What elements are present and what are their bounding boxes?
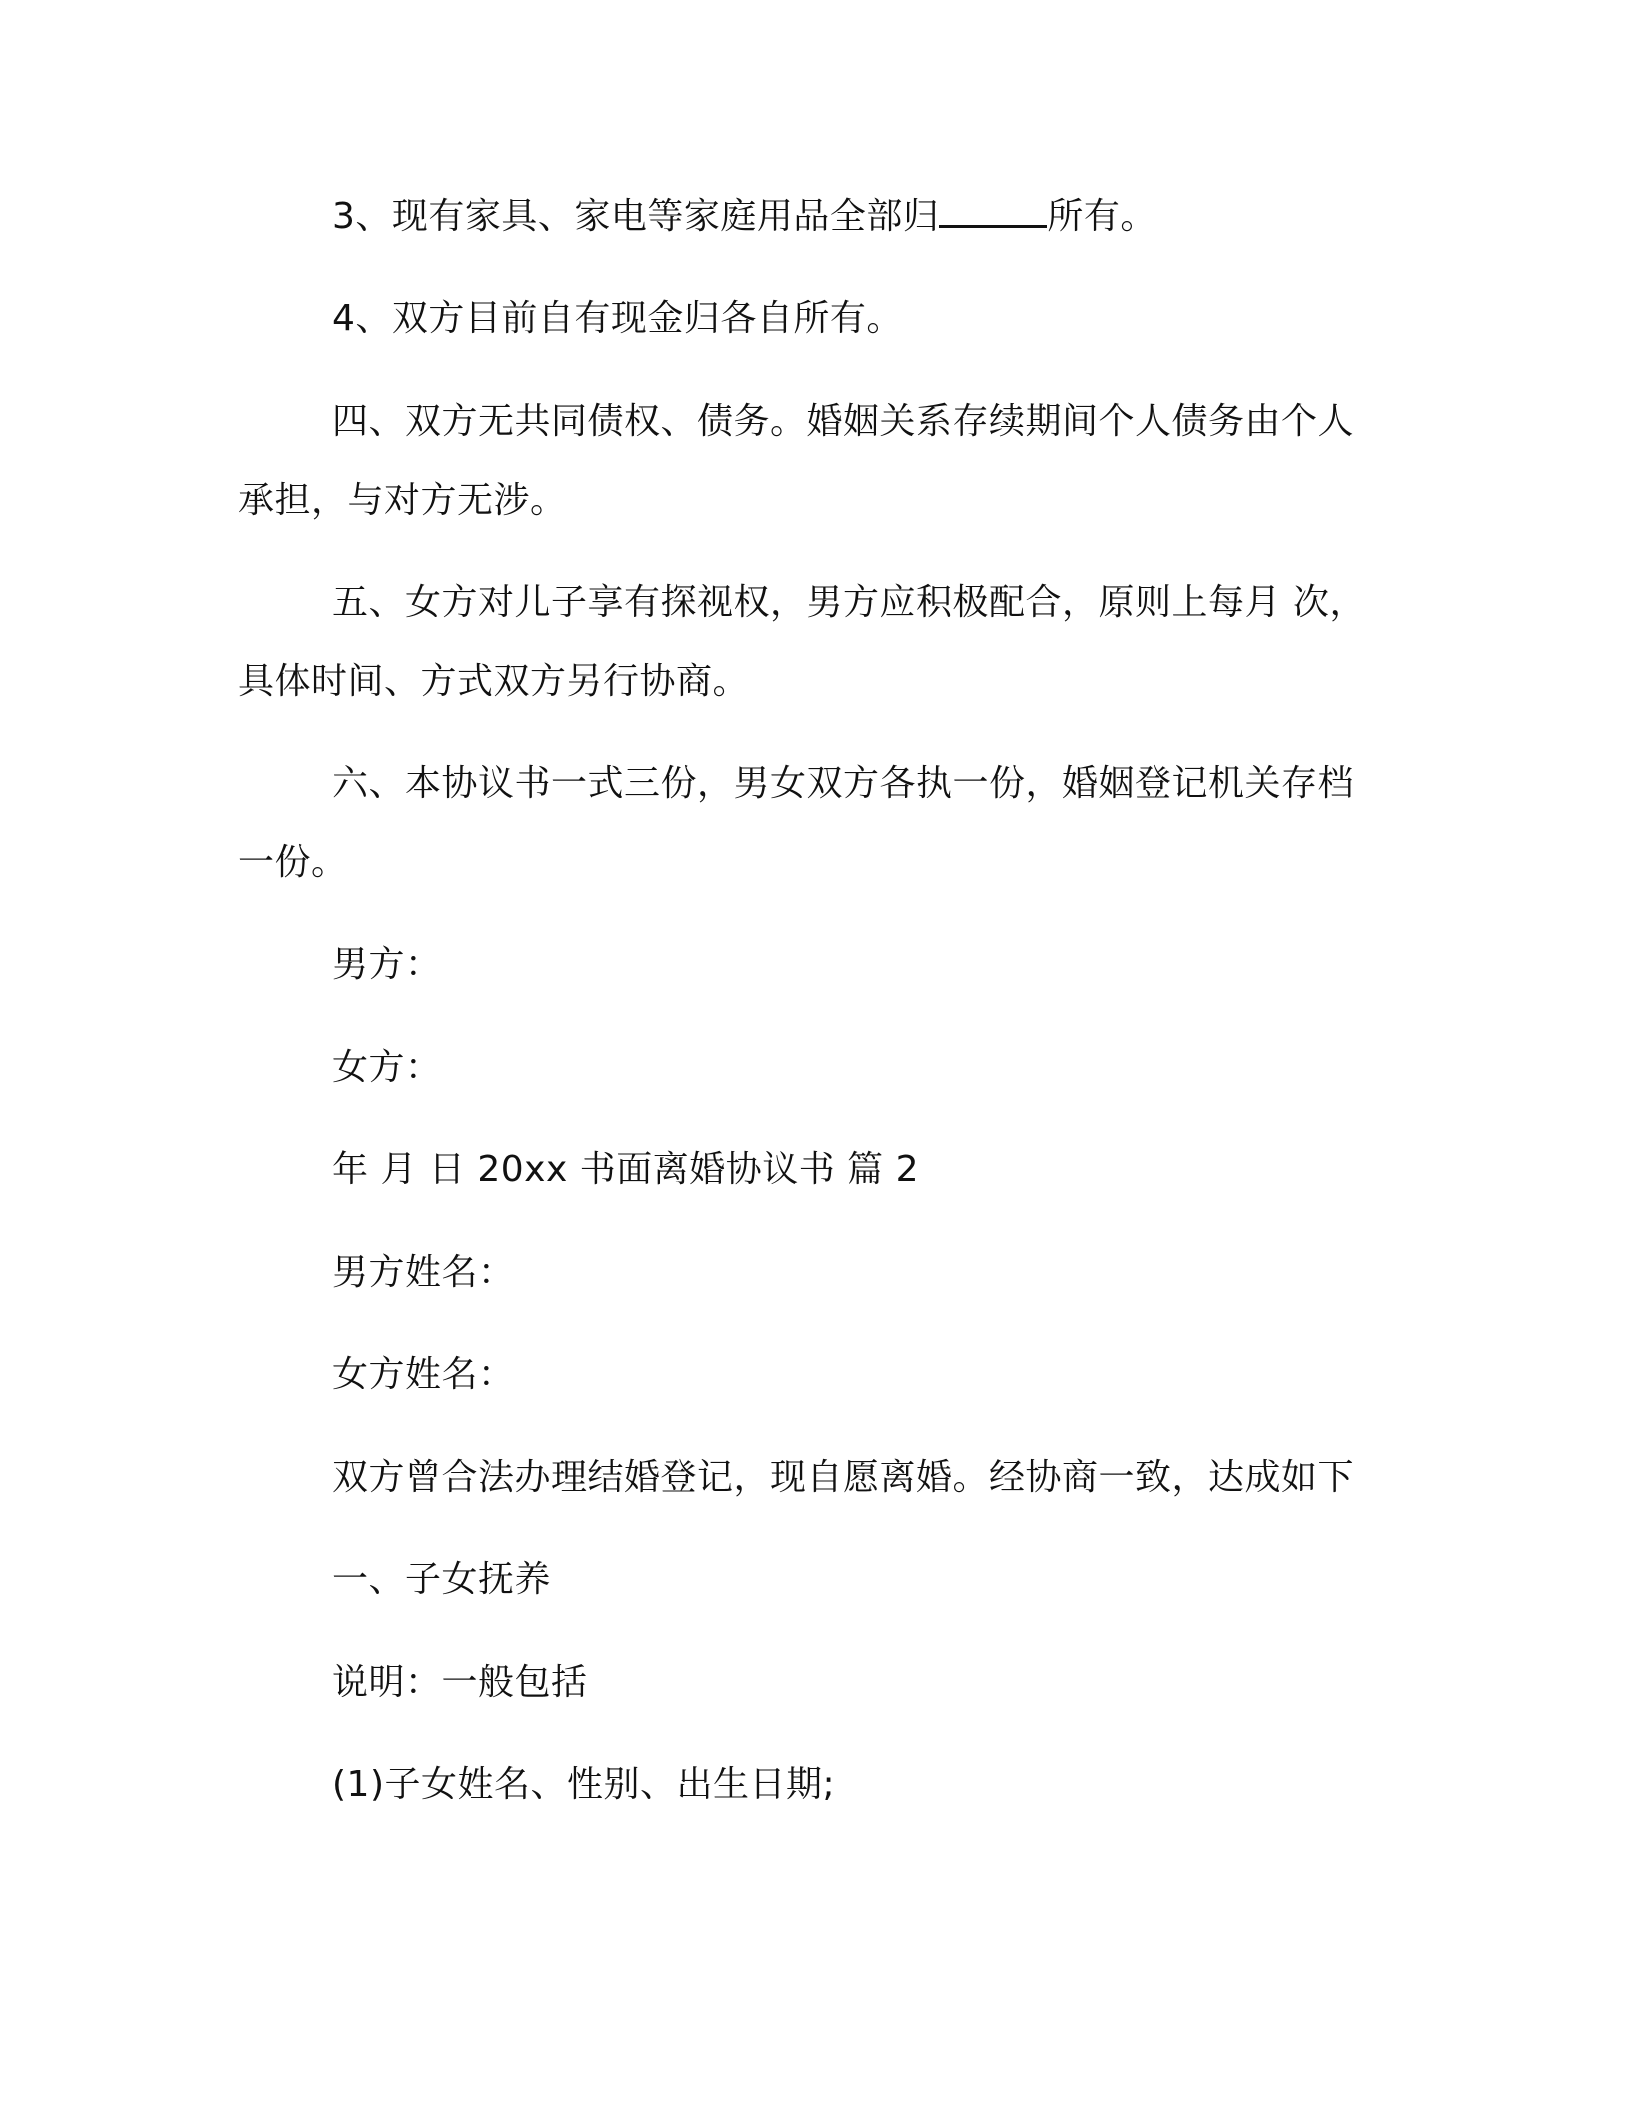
paragraph-furniture: [332, 197, 1157, 237]
paragraph-visitation-line2: 具体时间、方式双方另行协商。: [238, 661, 750, 702]
explanation-label: 说明：一般包括: [332, 1662, 588, 1703]
paragraph-visitation-line1: 五、女方对儿子享有探视权，男方应积极配合，原则上每月 次，: [332, 582, 1366, 623]
list-item-child-info: (1)子女姓名、性别、出生日期;: [332, 1764, 836, 1805]
paragraph-cash: 4、双方目前自有现金归各自所有。: [332, 298, 903, 339]
section-heading-child-custody: 一、子女抚养: [332, 1559, 552, 1600]
woman-signature-label: 女方：: [332, 1047, 442, 1088]
man-name-label: 男方姓名：: [332, 1252, 515, 1293]
woman-name-label: 女方姓名：: [332, 1354, 515, 1395]
paragraph-debts-line2: 承担，与对方无涉。: [238, 480, 567, 521]
paragraph-copies-line2: 一份。: [238, 842, 348, 883]
paragraph-furniture-text-after: 所有。: [1047, 196, 1157, 237]
paragraph-debts-line1: 四、双方无共同债权、债务。婚姻关系存续期间个人债务由个人: [332, 401, 1355, 442]
paragraph-copies-line1: 六、本协议书一式三份，男女双方各执一份，婚姻登记机关存档: [332, 763, 1355, 804]
agreement-intro: 双方曾合法办理结婚登记，现自愿离婚。经协商一致，达成如下: [332, 1457, 1355, 1498]
section-date-title: 年 月 日 20xx 书面离婚协议书 篇 2: [332, 1149, 919, 1190]
paragraph-furniture-text-before: 3、现有家具、家电等家庭用品全部归: [332, 196, 940, 237]
fill-in-blank: [939, 221, 1047, 228]
man-signature-label: 男方：: [332, 944, 442, 985]
